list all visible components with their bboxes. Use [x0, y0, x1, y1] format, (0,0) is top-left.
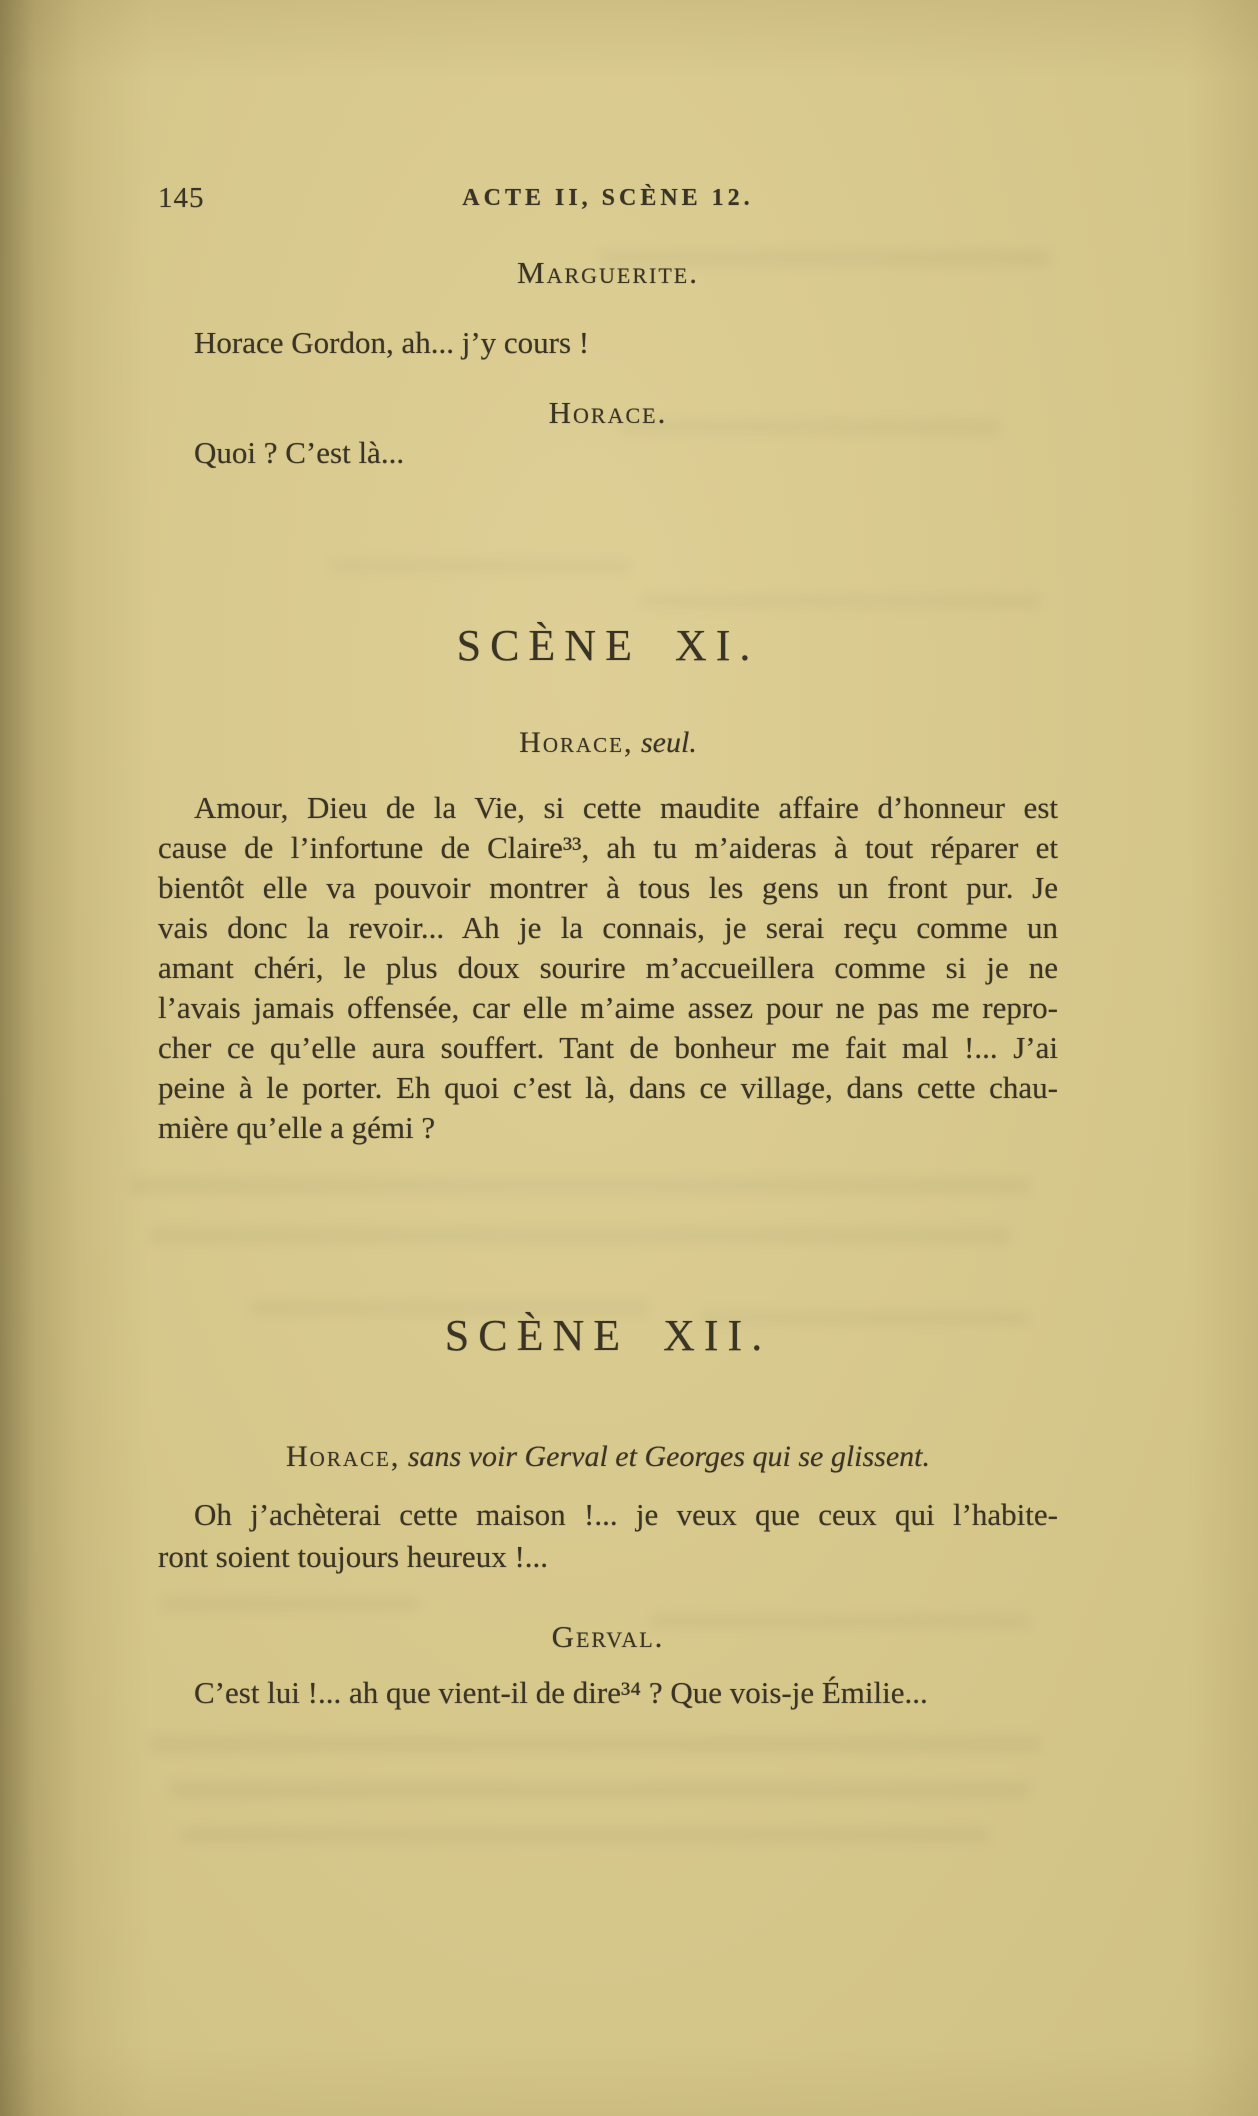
page-number: 145: [158, 182, 205, 214]
monologue-line: amant chéri, le plus doux sourire m’accueillera comme si je ne: [158, 950, 1058, 985]
dialogue-line-marguerite: Horace Gordon, ah... j’y cours !: [194, 325, 590, 360]
speaker-name-horace: Horace.: [548, 395, 668, 430]
scene-xi-heading: SCÈNE XI.: [456, 621, 760, 670]
speech-line: ront soient toujours heureux !...: [158, 1539, 549, 1574]
scene-xii-stage-direction: sans voir Gerval et Georges qui se glissent.: [407, 1440, 930, 1473]
monologue-line: vais donc la revoir... Ah je la connais, je serai reçu comme un: [158, 910, 1058, 945]
scene-xii-caption: [158, 1438, 1058, 1476]
monologue-line: cher ce qu’elle aura souffert. Tant de bonheur me fait mal !... J’ai: [158, 1030, 1058, 1065]
monologue-line: bientôt elle va pouvoir montrer à tous les gens un front pur. Je: [158, 870, 1058, 905]
speaker-name-marguerite: Marguerite.: [517, 255, 699, 290]
scene-xi-caption: [158, 724, 1058, 762]
horace-speech: [158, 1494, 1058, 1578]
scene-xii-heading: SCÈNE XII.: [444, 1311, 772, 1360]
scene-xi-speaker-name: Horace,: [519, 726, 634, 759]
scene-xi-stage-direction: seul.: [641, 726, 697, 759]
running-header: ACTE II, SCÈNE 12.: [462, 185, 754, 211]
monologue-line: Amour, Dieu de la Vie, si cette maudite affaire d’honneur est: [194, 790, 1058, 825]
scene-xii-speaker-name: Horace,: [285, 1440, 401, 1473]
dialogue-line-horace: Quoi ? C’est là...: [194, 435, 405, 470]
horace-monologue: [158, 788, 1058, 1148]
speech-line: Oh j’achèterai cette maison !... je veux que ceux qui l’habite-: [194, 1497, 1058, 1532]
dialogue-line-gerval: C’est lui !... ah que vient-il de dire³⁴ ? Que vois-je Émilie...: [194, 1675, 928, 1710]
monologue-line: peine à le porter. Eh quoi c’est là, dans ce village, dans cette chau-: [158, 1070, 1058, 1105]
speaker-name-gerval: Gerval.: [551, 1619, 665, 1654]
monologue-line: cause de l’infortune de Claire³³, ah tu m’aideras à tout réparer et: [158, 830, 1058, 865]
monologue-line: mière qu’elle a gémi ?: [158, 1110, 436, 1145]
monologue-line: l’avais jamais offensée, car elle m’aime assez pour ne pas me repro-: [158, 990, 1058, 1025]
page-text-column: [158, 0, 1058, 2116]
